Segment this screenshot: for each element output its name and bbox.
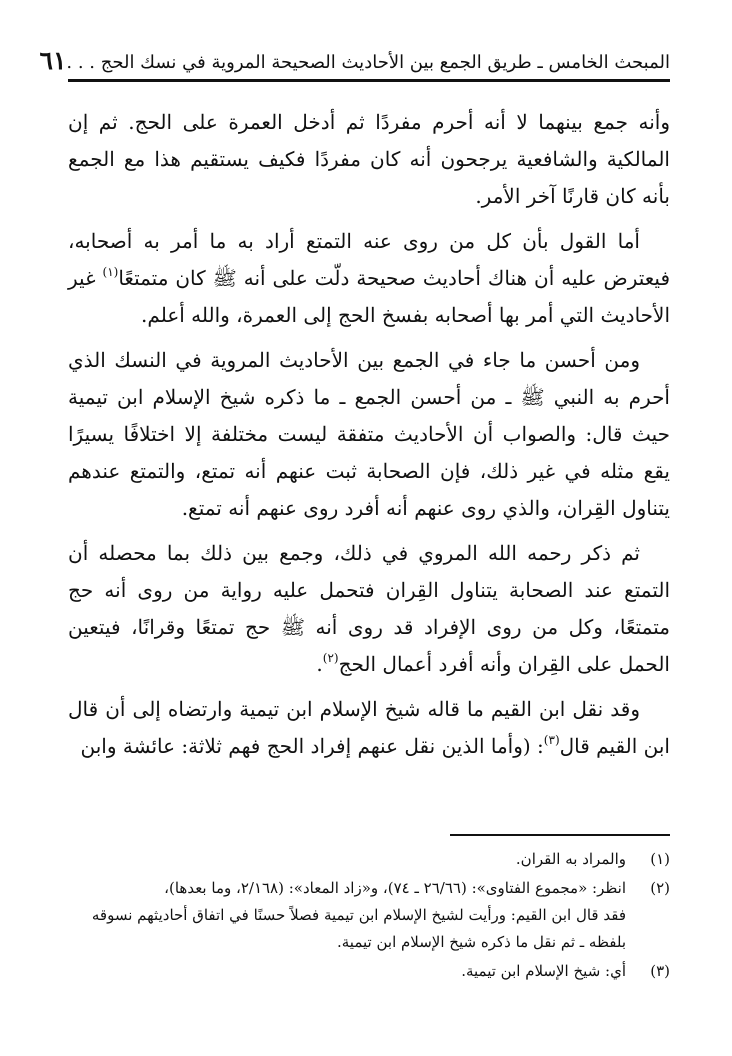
paragraph-3-text: ومن أحسن ما جاء في الجمع بين الأحاديث المروية في النسك الذي أحرم به النبي ﷺ ـ من أحسن الجمع ـ ما ذكره شيخ الإسلام ابن تيمية حيث قال: والصواب أن الأحاديث متفقة ليست مختلفة إلا اختلافًا يسيرًا يقع مثله في غير ذلك، فإن الصحابة ثبت عنهم أنه تمتع، والتمتع عندهم يتناول القِران، والذي روى عنهم أنه أفرد روى عنهم أنه تمتع. bbox=[68, 348, 670, 520]
footnote-ref-3[interactable]: (٣) bbox=[543, 733, 560, 747]
paragraph-2 bbox=[68, 223, 670, 334]
footnote-line: والمراد به القران. bbox=[515, 850, 626, 868]
footnote-2 bbox=[68, 875, 670, 956]
footnote-line: بلفظه ـ ثم نقل ما ذكره شيخ الإسلام ابن تيمية. bbox=[337, 933, 626, 951]
footnote-line: انظر: «مجموع الفتاوى»: (٢٦/٦٦ ـ ٧٤)، و«زاد المعاد»: (٢/١٦٨، وما بعدها)، bbox=[164, 879, 626, 897]
paragraph-4-text: ثم ذكر رحمه الله المروي في ذلك، وجمع بين ذلك بما محصله أن التمتع عند الصحابة يتناول القِران فتحمل عليه رواية من روى أنه حج متمتعًا، وكل من روى الإفراد قد روى أنه ﷺ حج تمتعًا وقرانًا، فيتعين الحمل على القِران وأنه أفرد أعمال الحج bbox=[68, 541, 670, 676]
paragraph-3 bbox=[68, 342, 670, 527]
header-divider bbox=[68, 79, 670, 82]
footnote-number: (٣) bbox=[650, 962, 670, 980]
footnote-ref-1[interactable]: (١) bbox=[102, 265, 119, 279]
paragraph-1 bbox=[68, 104, 670, 215]
footnote-3 bbox=[68, 958, 670, 985]
footnote-text bbox=[68, 846, 626, 873]
paragraph-5-text: وقد نقل ابن القيم ما قاله شيخ الإسلام ابن تيمية وارتضاه إلى أن قال ابن القيم قال bbox=[68, 697, 670, 758]
paragraph-4-end: . bbox=[316, 652, 323, 676]
footnote-ref-2[interactable]: (٢) bbox=[322, 651, 339, 665]
paragraph-2-text: أما القول بأن كل من روى عنه التمتع أراد به ما أمر به أصحابه، فيعترض عليه أن هناك أحاديث صحيحة دلّت على أنه ﷺ كان متمتعًا bbox=[68, 229, 671, 290]
paragraph-1-text: وأنه جمع بينهما لا أنه أحرم مفردًا ثم أدخل العمرة على الحج. ثم إن المالكية والشافعية يرجحون أنه كان مفردًا فكيف يستقيم هذا مع الجمع بأنه كان قارنًا آخر الأمر. bbox=[68, 110, 670, 208]
paragraph-5-continuation: : (وأما الذين نقل عنهم إفراد الحج فهم ثلاثة: عائشة وابن bbox=[80, 734, 544, 758]
header-title: المبحث الخامس ـ طريق الجمع بين الأحاديث الصحيحة المروية في نسك الحج . . . bbox=[66, 52, 670, 73]
footnotes bbox=[68, 846, 670, 987]
paragraph-4 bbox=[68, 535, 670, 683]
footnote-divider bbox=[450, 834, 670, 836]
footnote-text bbox=[68, 958, 626, 985]
footnote-number: (٢) bbox=[650, 879, 670, 897]
footnote-line: أي: شيخ الإسلام ابن تيمية. bbox=[461, 962, 626, 980]
footnote-number: (١) bbox=[650, 850, 670, 868]
footnote-1 bbox=[68, 846, 670, 873]
footnote-text bbox=[68, 875, 626, 956]
footnote-line: فقد قال ابن القيم: ورأيت لشيخ الإسلام ابن تيمية فصلاً حسنًا في اتفاق أحاديثهم نسوقه bbox=[91, 906, 626, 924]
running-header bbox=[39, 36, 670, 76]
main-text bbox=[68, 104, 670, 773]
paragraph-5 bbox=[68, 691, 670, 765]
page-number: ٦١ bbox=[39, 46, 67, 75]
paragraph-2-continuation: غير الأحاديث التي أمر بها أصحابه بفسخ الحج إلى العمرة، والله أعلم. bbox=[68, 266, 670, 327]
